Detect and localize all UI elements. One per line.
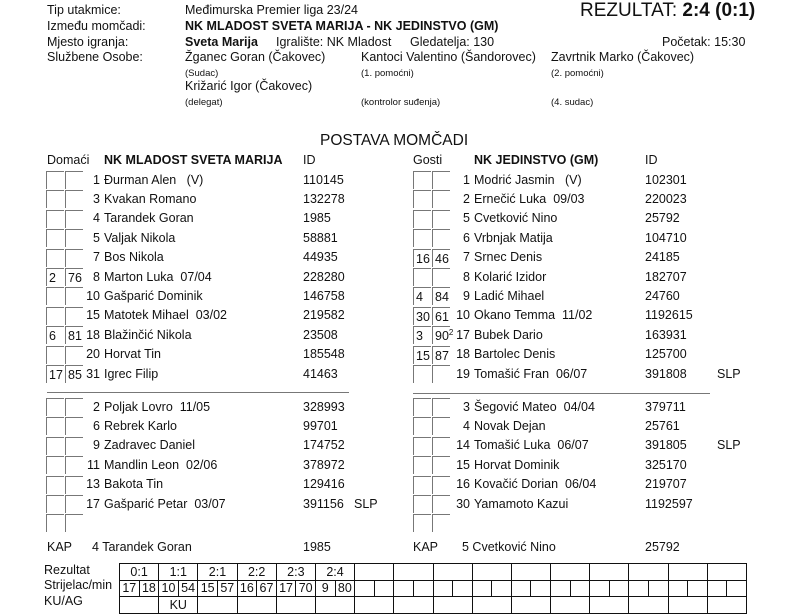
player-id: 228280 (303, 269, 345, 284)
player-name: Marton Luka 07/04 (104, 269, 212, 284)
goal-count-box (46, 190, 64, 208)
player-name: Srnec Denis (474, 250, 543, 265)
player-name: Gašparić Dominik (104, 288, 203, 303)
home-captain-name: 4 Tarandek Goran (92, 540, 192, 554)
goal-minute-value: 46 (435, 251, 449, 266)
player-number: 17 (86, 496, 100, 511)
goal-count-box (46, 307, 64, 325)
match-type-label: Tip utakmice: (47, 3, 121, 17)
goal-minute-cell (374, 581, 394, 597)
player-id: 41463 (303, 366, 338, 381)
official-role: (4. sudac) (551, 97, 594, 108)
goal-minute-value: 85 (68, 368, 82, 382)
goal-score-cell (707, 564, 746, 581)
player-id: 24760 (645, 288, 680, 303)
player-number: 14 (456, 438, 470, 453)
goal-type-cell (511, 597, 550, 614)
player-name: Bubek Dario (474, 327, 543, 342)
official-name: Križarić Igor (Čakovec) (185, 79, 313, 93)
goal-count-box (413, 437, 431, 455)
player-note: SLP (717, 366, 741, 381)
goal-scorer-cell (355, 581, 375, 597)
goal-count-box (46, 495, 64, 513)
home-side-label: Domaći (47, 153, 90, 167)
player-name: Mandlin Leon 02/06 (104, 457, 218, 472)
goal-count-box: 2 (46, 268, 64, 286)
goal-type-cell (433, 597, 472, 614)
player-number: 1 (93, 172, 100, 187)
goal-count-box (46, 287, 64, 305)
player-id: 325170 (645, 457, 687, 472)
goal-score-cell: 2:4 (315, 564, 354, 581)
player-name: Blažinčić Nikola (104, 327, 192, 342)
goal-count-box (413, 171, 431, 189)
goal-minute-cell: 57 (217, 581, 237, 597)
player-number: 2 (93, 399, 100, 414)
player-name: Kovačić Dorian 06/04 (474, 477, 597, 492)
away-captain-label: KAP (413, 540, 439, 554)
goal-count-box (46, 398, 64, 416)
goal-scorer-cell: 9 (315, 581, 335, 597)
goal-score-cell: 1:1 (159, 564, 198, 581)
goal-minute-cell (649, 581, 669, 597)
player-id: 163931 (645, 327, 687, 342)
goal-type-cell (198, 597, 237, 614)
goal-minute-value: 87 (435, 348, 449, 363)
goal-type-cell (590, 597, 629, 614)
goal-count-box: 17 (46, 365, 64, 383)
player-name: Modrić Jasmin (V) (474, 172, 582, 187)
kickoff: Početak: 15:30 (662, 35, 746, 49)
goal-minute-cell: 70 (296, 581, 316, 597)
goal-count-box: 3 (413, 326, 431, 344)
goal-minute-cell (727, 581, 747, 597)
goal-scorer-cell (551, 581, 571, 597)
player-id: 219582 (303, 308, 345, 323)
goal-scorer-cell (472, 581, 492, 597)
player-number: 5 (93, 230, 100, 245)
goal-minute-value: 61 (435, 309, 449, 324)
player-id: 174752 (303, 438, 345, 453)
teams-value: NK MLADOST SVETA MARIJA - NK JEDINSTVO (GM) (185, 19, 499, 33)
player-name: Đurman Alen (V) (104, 172, 204, 187)
goal-scorer-cell (629, 581, 649, 597)
player-name: Valjak Nikola (104, 230, 176, 245)
goal-count-box (46, 171, 64, 189)
home-subs-divider (47, 392, 349, 393)
goal-type-cell (551, 597, 590, 614)
goal-count-box (413, 495, 431, 513)
player-id: 58881 (303, 230, 338, 245)
player-id: 1192615 (645, 308, 693, 323)
player-id: 44935 (303, 250, 338, 265)
goal-count-box (413, 268, 431, 286)
goal-score-cell (433, 564, 472, 581)
goal-score-cell (472, 564, 511, 581)
goal-scorer-cell: 17 (276, 581, 296, 597)
official-name: Zavrtnik Marko (Čakovec) (551, 50, 695, 64)
official-name: Žganec Goran (Čakovec) (185, 50, 326, 64)
goal-score-cell (590, 564, 629, 581)
player-name: Horvat Dominik (474, 457, 560, 472)
player-number: 9 (463, 288, 470, 303)
goal-minute-box (65, 514, 83, 532)
goal-minute-cell: 80 (335, 581, 355, 597)
pitch: Igralište: NK Mladost (276, 35, 392, 49)
player-number: 15 (456, 457, 470, 472)
player-number: 8 (463, 269, 470, 284)
goal-score-cell (551, 564, 590, 581)
player-name: Poljak Lovro 11/05 (104, 399, 211, 414)
player-number: 7 (93, 250, 100, 265)
player-id: 23508 (303, 327, 338, 342)
player-number: 18 (86, 327, 100, 342)
player-id: 110145 (303, 172, 344, 187)
player-number: 2 (463, 191, 470, 206)
player-name: Ernečić Luka 09/03 (474, 191, 585, 206)
player-number: 13 (86, 477, 100, 492)
player-id: 102301 (645, 172, 687, 187)
goal-minute-cell: 54 (178, 581, 198, 597)
player-id: 185548 (303, 347, 345, 362)
goal-count-box (413, 456, 431, 474)
player-number: 31 (86, 366, 100, 381)
player-name: Tomašić Luka 06/07 (474, 438, 589, 453)
player-id: 219707 (645, 477, 687, 492)
goal-minute-value: 84 (435, 290, 449, 305)
goal-score-cell (511, 564, 550, 581)
goal-minute-value: 81 (68, 329, 82, 344)
home-captain-label: KAP (47, 540, 73, 554)
player-number: 15 (86, 308, 100, 323)
player-id: 378972 (303, 457, 345, 472)
goal-count-box: 15 (413, 346, 431, 364)
goal-type-cell (315, 597, 354, 614)
player-id: 24185 (645, 250, 680, 265)
goal-type-cell (394, 597, 433, 614)
goal-count-box (413, 476, 431, 494)
official-name: Kantoci Valentino (Šandorovec) (361, 50, 536, 64)
player-number: 10 (456, 308, 470, 323)
player-name: Šegović Mateo 04/04 (474, 399, 595, 414)
goal-minute-cell (413, 581, 433, 597)
goal-count-box (413, 514, 431, 532)
goal-minute-cell (492, 581, 512, 597)
away-subs-divider (413, 393, 710, 394)
goal-score-cell: 2:3 (276, 564, 315, 581)
goal-minute-cell (531, 581, 551, 597)
home-captain-id: 1985 (303, 540, 331, 554)
player-number: 8 (93, 269, 100, 284)
player-id: 328993 (303, 399, 345, 414)
match-type-value: Međimurska Premier liga 23/24 (185, 3, 358, 17)
goal-type-cell: KU (159, 597, 198, 614)
away-captain-name: 5 Cvetković Nino (462, 540, 556, 554)
goal-minute-cell (570, 581, 590, 597)
player-id: 132278 (303, 191, 345, 206)
goal-type-cell (707, 597, 746, 614)
player-number: 17 (456, 327, 470, 342)
result-label: REZULTAT: (580, 0, 678, 21)
player-number: 5 (463, 211, 470, 226)
goal-count-box (46, 229, 64, 247)
player-id: 1192597 (645, 496, 693, 511)
goals-table (119, 563, 747, 614)
player-name: Igrec Filip (104, 366, 159, 381)
player-name: Yamamoto Kazui (474, 496, 569, 511)
player-number: 11 (87, 457, 100, 472)
goal-count-box (413, 398, 431, 416)
goal-scorer-cell (394, 581, 414, 597)
player-note: SLP (354, 496, 378, 511)
player-id: 146758 (303, 288, 345, 303)
goal-count-box (46, 456, 64, 474)
goals-row-label-result: Rezultat (44, 563, 90, 577)
goal-count-box (46, 476, 64, 494)
goal-score-cell (668, 564, 707, 581)
goal-count-box (46, 210, 64, 228)
player-id: 129416 (303, 477, 345, 492)
player-id: 391805 (645, 438, 687, 453)
player-number: 6 (463, 230, 470, 245)
player-number: 1 (463, 172, 470, 187)
goal-minute-value: 76 (68, 271, 82, 285)
goal-scorer-cell (590, 581, 610, 597)
goal-scorer-cell (511, 581, 531, 597)
player-id: 391808 (645, 366, 687, 381)
goal-count-box (413, 365, 431, 383)
goal-type-cell (472, 597, 511, 614)
goal-minute-cell: 18 (139, 581, 159, 597)
player-name: Okano Temma 11/02 (474, 308, 593, 323)
goal-minute-value: 90 (435, 329, 449, 344)
away-id-header: ID (645, 153, 658, 167)
player-name: Cvetković Nino (474, 211, 558, 226)
goal-count-box: 6 (46, 326, 64, 344)
goal-minute-box (432, 514, 450, 532)
player-number: 18 (456, 347, 470, 362)
venue-label: Mjesto igranja: (47, 35, 129, 49)
player-name: Tarandek Goran (104, 211, 194, 226)
goal-count-box: 30 (413, 307, 431, 325)
player-id: 104710 (645, 230, 687, 245)
goal-type-cell (276, 597, 315, 614)
player-number: 20 (86, 347, 100, 362)
goal-score-cell: 2:1 (198, 564, 237, 581)
spectators: Gledatelja: 130 (410, 35, 495, 49)
player-name: Vrbnjak Matija (474, 230, 553, 245)
goal-scorer-cell: 17 (120, 581, 140, 597)
player-name: Gašparić Petar 03/07 (104, 496, 226, 511)
player-name: Rebrek Karlo (104, 418, 177, 433)
player-number: 16 (456, 477, 470, 492)
player-id: 379711 (645, 399, 686, 414)
player-id: 99701 (303, 418, 338, 433)
goal-type-cell (237, 597, 276, 614)
away-side-label: Gosti (413, 153, 443, 167)
player-number: 3 (93, 191, 100, 206)
player-number: 7 (463, 250, 470, 265)
player-number: 9 (93, 438, 100, 453)
player-name: Horvat Tin (104, 347, 161, 362)
player-id: 25761 (645, 418, 680, 433)
player-id: 182707 (645, 269, 687, 284)
player-number: 4 (93, 211, 100, 226)
goal-count-box (46, 417, 64, 435)
goal-scorer-cell (707, 581, 727, 597)
goal-scorer-cell: 16 (237, 581, 257, 597)
official-role: (delegat) (185, 97, 223, 108)
away-team-name: NK JEDINSTVO (GM) (474, 153, 599, 167)
home-team-name: NK MLADOST SVETA MARIJA (104, 153, 283, 167)
goals-row-label-scorer: Strijelac/min (44, 578, 113, 592)
official-role: (2. pomoćni) (551, 68, 604, 79)
player-name: Ladić Mihael (474, 288, 545, 303)
goal-scorer-cell (668, 581, 688, 597)
goal-minute-cell (609, 581, 629, 597)
official-role: (kontrolor suđenja) (361, 97, 441, 108)
goal-type-cell (629, 597, 668, 614)
officials-label: Službene Osobe: (47, 50, 143, 64)
player-number: 3 (463, 399, 470, 414)
result-value: 2:4 (0:1) (682, 0, 756, 21)
player-name: Bakota Tin (104, 477, 164, 492)
goal-scorer-cell: 10 (159, 581, 179, 597)
goal-score-cell: 0:1 (120, 564, 159, 581)
goal-count-box (46, 437, 64, 455)
player-number: 4 (463, 418, 470, 433)
home-id-header: ID (303, 153, 316, 167)
away-captain-id: 25792 (645, 540, 680, 554)
goal-count-box: 4 (413, 287, 431, 305)
goals-row-label-type: KU/AG (44, 594, 83, 608)
goal-score-cell (394, 564, 433, 581)
teams-label: Između momčadi: (47, 19, 146, 33)
player-name: Kvakan Romano (104, 191, 197, 206)
player-id: 125700 (645, 347, 687, 362)
goal-count-box (46, 249, 64, 267)
goal-count-box (413, 190, 431, 208)
goal-score-cell (355, 564, 394, 581)
goal-scorer-cell: 15 (198, 581, 218, 597)
player-number: 30 (456, 496, 470, 511)
goal-minute-cell: 67 (257, 581, 277, 597)
player-id: 391156 (303, 496, 344, 511)
goal-type-cell (120, 597, 159, 614)
goal-minute-extra: 2 (448, 328, 454, 338)
lineup-title: POSTAVA MOMČADI (320, 132, 469, 149)
goal-count-box (46, 346, 64, 364)
player-number: 10 (86, 288, 100, 303)
goal-count-box (46, 514, 64, 532)
player-id: 220023 (645, 191, 687, 206)
player-name: Bartolec Denis (474, 347, 556, 362)
player-name: Bos Nikola (104, 250, 164, 265)
goal-score-cell: 2:2 (237, 564, 276, 581)
player-name: Kolarić Izidor (474, 269, 547, 284)
player-name: Matotek Mihael 03/02 (104, 308, 227, 323)
official-role: (1. pomoćni) (361, 68, 414, 79)
goal-minute-cell (453, 581, 473, 597)
result (580, 0, 755, 22)
goal-score-cell (629, 564, 668, 581)
player-name: Novak Dejan (474, 418, 546, 433)
goal-count-box: 16 (413, 249, 431, 267)
player-name: Tomašić Fran 06/07 (474, 366, 588, 381)
player-note: SLP (717, 438, 741, 453)
goal-type-cell (668, 597, 707, 614)
goal-count-box (413, 229, 431, 247)
player-number: 19 (456, 366, 470, 381)
player-id: 25792 (645, 211, 680, 226)
player-number: 6 (93, 418, 100, 433)
goal-minute-cell (688, 581, 708, 597)
official-role: (Sudac) (185, 68, 219, 79)
player-name: Zadravec Daniel (104, 438, 196, 453)
goal-count-box (413, 210, 431, 228)
venue-city: Sveta Marija (185, 35, 258, 49)
goal-scorer-cell (433, 581, 453, 597)
player-id: 1985 (303, 211, 331, 226)
goal-count-box (413, 417, 431, 435)
goal-type-cell (355, 597, 394, 614)
